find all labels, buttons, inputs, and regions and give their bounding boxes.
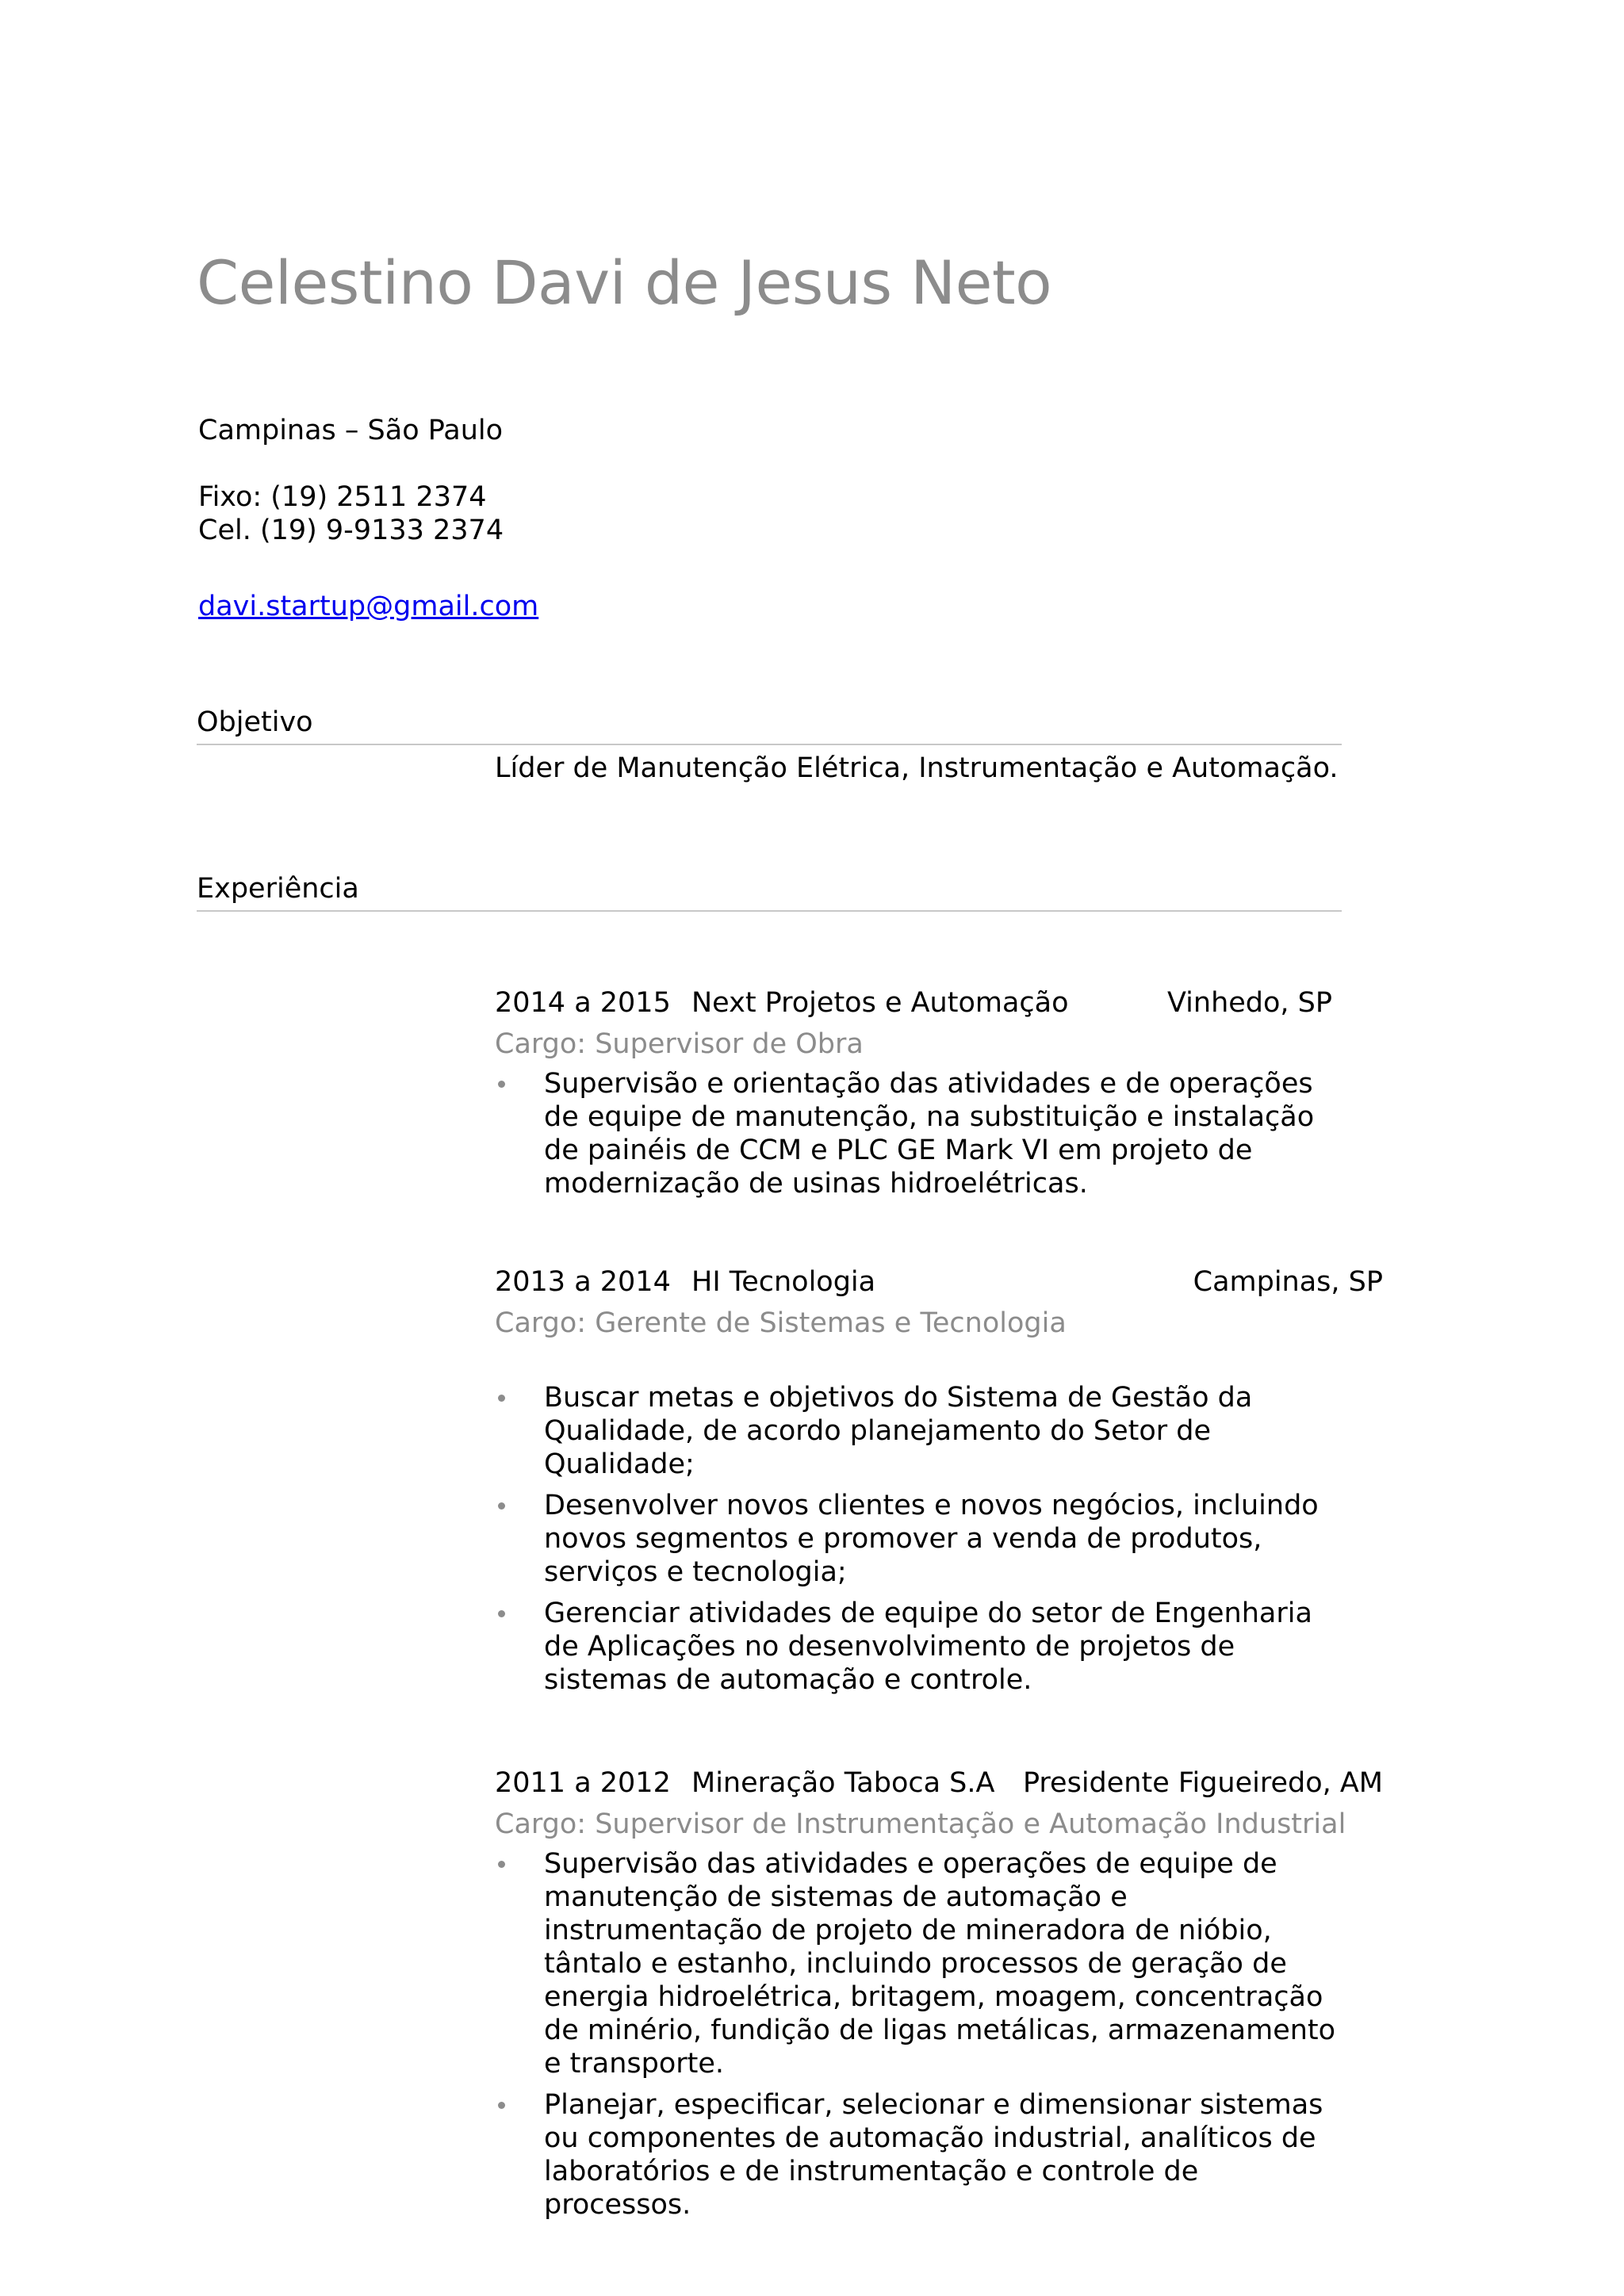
job-dates: 2011 a 2012 bbox=[495, 1767, 671, 1799]
job-company: Mineração Taboca S.A bbox=[691, 1767, 995, 1799]
job-bullet-text: Gerenciar atividades de equipe do setor de Engenharia de Aplicações no desenvolvimento de projetos de sistemas de automação e controle. bbox=[544, 1598, 1312, 1696]
job-location: Campinas, SP bbox=[1193, 1266, 1383, 1298]
experience-heading: Experiência bbox=[197, 872, 1342, 912]
job-bullet bbox=[495, 1597, 1321, 1697]
job-bullet-text: Desenvolver novos clientes e novos negócios, incluindo novos segmentos e promover a venda de produtos, serviços e tecnologia; bbox=[544, 1490, 1319, 1588]
bullet-icon bbox=[498, 1395, 505, 1402]
job-dates: 2013 a 2014 bbox=[495, 1266, 671, 1298]
job-company: Next Projetos e Automação bbox=[691, 987, 1069, 1019]
job-header bbox=[495, 1265, 1383, 1299]
job-entry bbox=[495, 1265, 1383, 1705]
phone-cell: Cel. (19) 9-9133 2374 bbox=[198, 515, 504, 546]
job-location: Vinhedo, SP bbox=[1166, 987, 1332, 1019]
job-entry bbox=[495, 986, 1383, 1208]
objective-heading: Objetivo bbox=[197, 706, 1342, 745]
objective-text: Líder de Manutenção Elétrica, Instrumentação e Automação. bbox=[495, 752, 1339, 784]
job-title: Cargo: Supervisor de Obra bbox=[495, 1028, 864, 1060]
job-bullet bbox=[495, 2088, 1337, 2221]
job-bullet bbox=[495, 1847, 1337, 2080]
job-header bbox=[495, 986, 1332, 1020]
job-header bbox=[495, 1766, 1383, 1800]
job-bullets bbox=[495, 1847, 1339, 2221]
job-bullet-text: Planejar, especificar, selecionar e dimensionar sistemas ou componentes de automação industrial, analíticos de laboratórios e de instrumentação e controle de processos. bbox=[544, 2089, 1323, 2221]
job-bullets bbox=[495, 1381, 1339, 1697]
job-bullet bbox=[495, 1489, 1321, 1589]
job-bullet bbox=[495, 1067, 1337, 1200]
job-company: HI Tecnologia bbox=[691, 1266, 876, 1298]
email-link[interactable]: davi.startup@gmail.com bbox=[198, 591, 539, 622]
job-bullet-text: Supervisão das atividades e operações de equipe de manutenção de sistemas de automação e instrumentação de projeto de mineradora de nióbio, tântalo e estanho, incluindo processos de geração de energia hidroelétrica, britagem, moagem, concentração de minério, fundição de ligas metálicas, armazenamento e transporte. bbox=[544, 1848, 1336, 2080]
phone-fixed: Fixo: (19) 2511 2374 bbox=[198, 481, 487, 513]
job-title: Cargo: Gerente de Sistemas e Tecnologia bbox=[495, 1307, 1067, 1339]
job-bullet-text: Buscar metas e objetivos do Sistema de Gestão da Qualidade, de acordo planejamento do Setor de Qualidade; bbox=[544, 1382, 1253, 1480]
candidate-name: Celestino Davi de Jesus Neto bbox=[197, 247, 1052, 318]
job-bullet-text: Supervisão e orientação das atividades e de operações de equipe de manutenção, na substituição e instalação de painéis de CCM e PLC GE Mark VI em projeto de modernização de usinas hidroelétricas. bbox=[544, 1068, 1315, 1200]
job-entry bbox=[495, 1766, 1383, 2229]
job-location: Presidente Figueiredo, AM bbox=[1022, 1767, 1383, 1799]
bullet-icon bbox=[498, 1081, 505, 1088]
job-dates: 2014 a 2015 bbox=[495, 987, 671, 1019]
job-bullets bbox=[495, 1067, 1339, 1200]
job-bullet bbox=[495, 1381, 1321, 1481]
job-title: Cargo: Supervisor de Instrumentação e Automação Industrial bbox=[495, 1808, 1346, 1840]
bullet-icon bbox=[498, 1861, 505, 1868]
bullet-icon bbox=[498, 1610, 505, 1617]
bullet-icon bbox=[498, 1502, 505, 1510]
bullet-icon bbox=[498, 2102, 505, 2109]
city: Campinas – São Paulo bbox=[198, 415, 504, 446]
